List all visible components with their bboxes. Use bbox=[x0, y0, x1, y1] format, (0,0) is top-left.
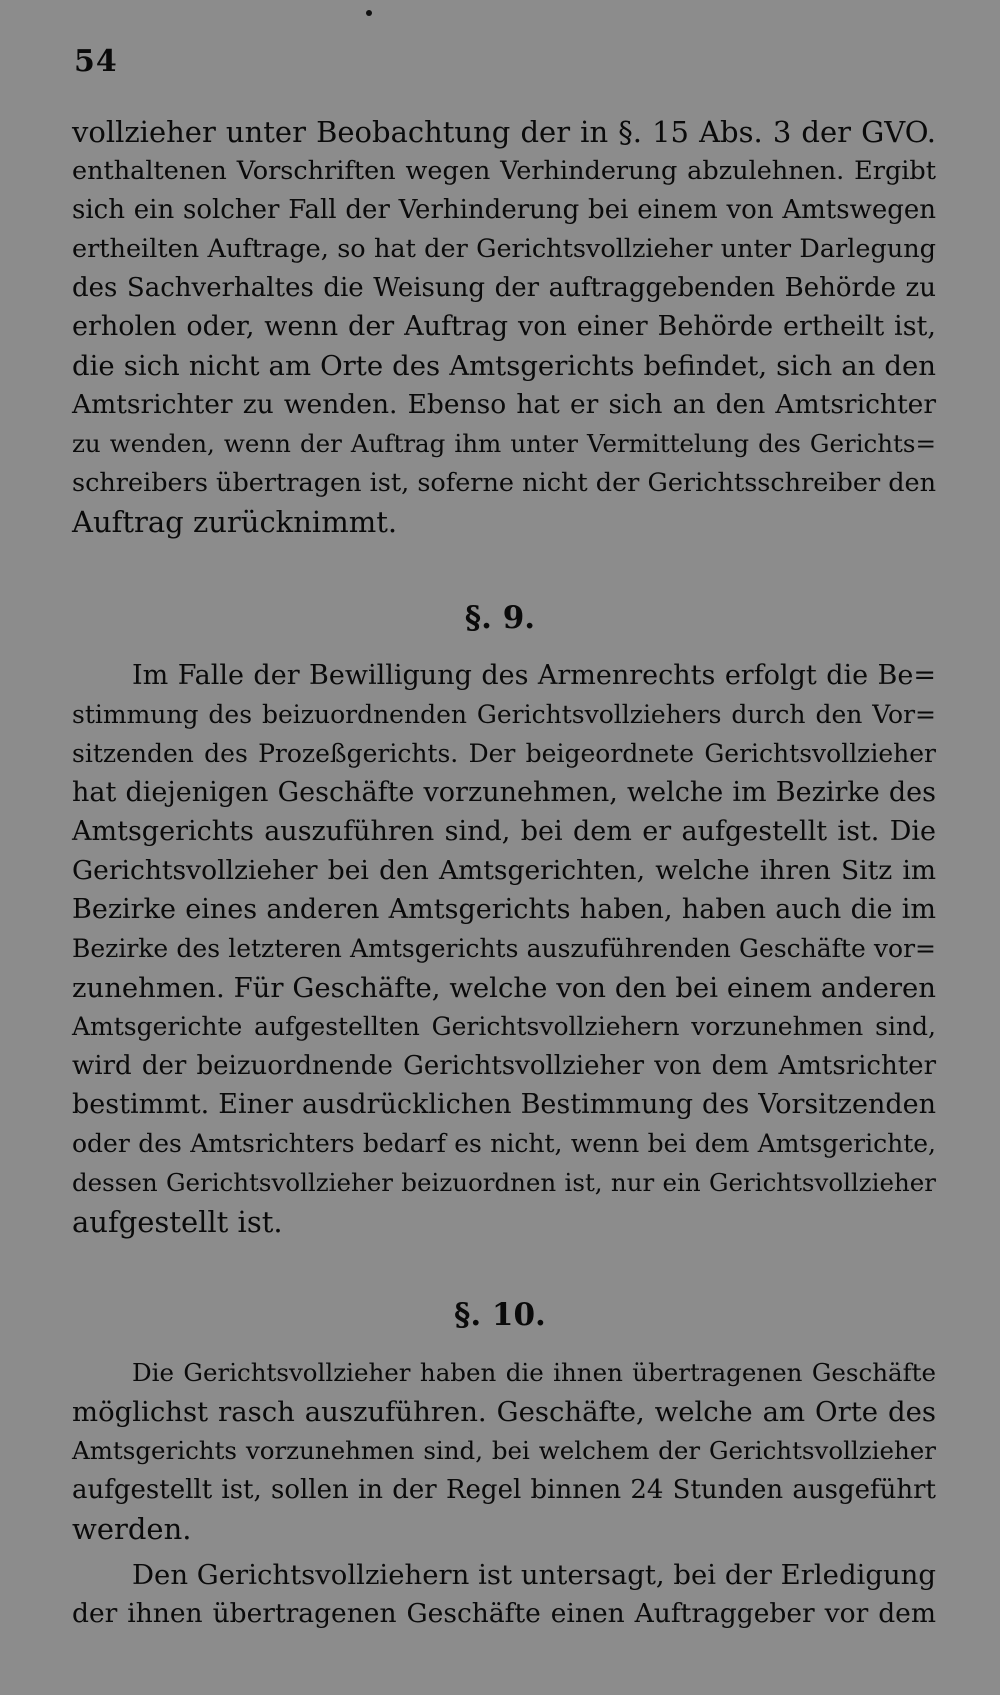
page-number: 54 bbox=[74, 44, 118, 79]
text-line: erholen oder, wenn der Auftrag von einer Behörde ertheilt ist, bbox=[72, 311, 936, 342]
text-line: schreibers übertragen ist, soferne nicht der Gerichtsschreiber den bbox=[72, 468, 937, 498]
text-line: vollzieher unter Beobachtung der in §. 15 Abs. 3 der GVO. bbox=[72, 115, 936, 149]
text-line: Gerichtsvollzieher bei den Amtsgerichten, welche ihren Sitz im bbox=[72, 855, 936, 886]
text-line: Auftrag zurücknimmt. bbox=[72, 505, 398, 539]
text-line: sitzenden des Prozeßgerichts. Der beigeordnete Gerichtsvollzieher bbox=[72, 739, 936, 768]
text-line: enthaltenen Vorschriften wegen Verhinderung abzulehnen. Ergibt bbox=[72, 156, 936, 186]
text-line: Bezirke des letzteren Amtsgerichts auszuführenden Geschäfte vor= bbox=[72, 934, 936, 963]
text-line: Im Falle der Bewilligung des Armenrechts erfolgt die Be= bbox=[132, 660, 936, 691]
text-line: Amtsgerichte aufgestellten Gerichtsvollziehern vorzunehmen sind, bbox=[72, 1012, 936, 1041]
text-line: hat diejenigen Geschäfte vorzunehmen, welche im Bezirke des bbox=[72, 777, 936, 808]
text-line: Die Gerichtsvollzieher haben die ihnen übertragenen Geschäfte bbox=[132, 1358, 936, 1387]
text-line: bestimmt. Einer ausdrücklichen Bestimmung des Vorsitzenden bbox=[72, 1089, 936, 1120]
text-line: oder des Amtsrichters bedarf es nicht, wenn bei dem Amtsgerichte, bbox=[72, 1129, 936, 1158]
text-line: Amtsrichter zu wenden. Ebenso hat er sich an den Amtsrichter bbox=[72, 389, 936, 420]
text-line: zu wenden, wenn der Auftrag ihm unter Vermittelung des Gerichts= bbox=[72, 429, 936, 458]
text-line: Amtsgerichts auszuführen sind, bei dem er aufgestellt ist. Die bbox=[72, 816, 936, 847]
text-line: der ihnen übertragenen Geschäfte einen Auftraggeber vor dem bbox=[72, 1598, 936, 1629]
text-line: werden. bbox=[72, 1512, 192, 1546]
text-line: dessen Gerichtsvollzieher beizuordnen ist, nur ein Gerichtsvollzieher bbox=[72, 1168, 936, 1197]
text-line: aufgestellt ist, sollen in der Regel binnen 24 Stunden ausgeführt bbox=[72, 1475, 936, 1505]
section-9-heading: §. 9. bbox=[464, 600, 536, 636]
text-line: Amtsgerichts vorzunehmen sind, bei welchem der Gerichtsvollzieher bbox=[72, 1436, 936, 1465]
text-line: sich ein solcher Fall der Verhinderung bei einem von Amtswegen bbox=[72, 195, 936, 225]
section-10-heading: §. 10. bbox=[454, 1297, 546, 1333]
text-line: die sich nicht am Orte des Amtsgerichts befindet, sich an den bbox=[72, 350, 936, 382]
text-line: Bezirke eines anderen Amtsgerichts haben, haben auch die im bbox=[72, 894, 936, 925]
text-line: des Sachverhaltes die Weisung der auftraggebenden Behörde zu bbox=[72, 273, 936, 303]
text-line: ertheilten Auftrage, so hat der Gerichtsvollzieher unter Darlegung bbox=[72, 234, 936, 264]
text-line: stimmung des beizuordnenden Gerichtsvollziehers durch den Vor= bbox=[72, 700, 936, 729]
text-line: aufgestellt ist. bbox=[72, 1205, 283, 1239]
text-line: wird der beizuordnende Gerichtsvollzieher von dem Amtsrichter bbox=[72, 1051, 936, 1081]
text-line: Den Gerichtsvollziehern ist untersagt, bei der Erledigung bbox=[132, 1559, 936, 1591]
text-line: zunehmen. Für Geschäfte, welche von den bei einem anderen bbox=[72, 972, 936, 1004]
text-line: möglichst rasch auszuführen. Geschäfte, welche am Orte des bbox=[72, 1396, 936, 1428]
ink-speck bbox=[366, 10, 372, 16]
